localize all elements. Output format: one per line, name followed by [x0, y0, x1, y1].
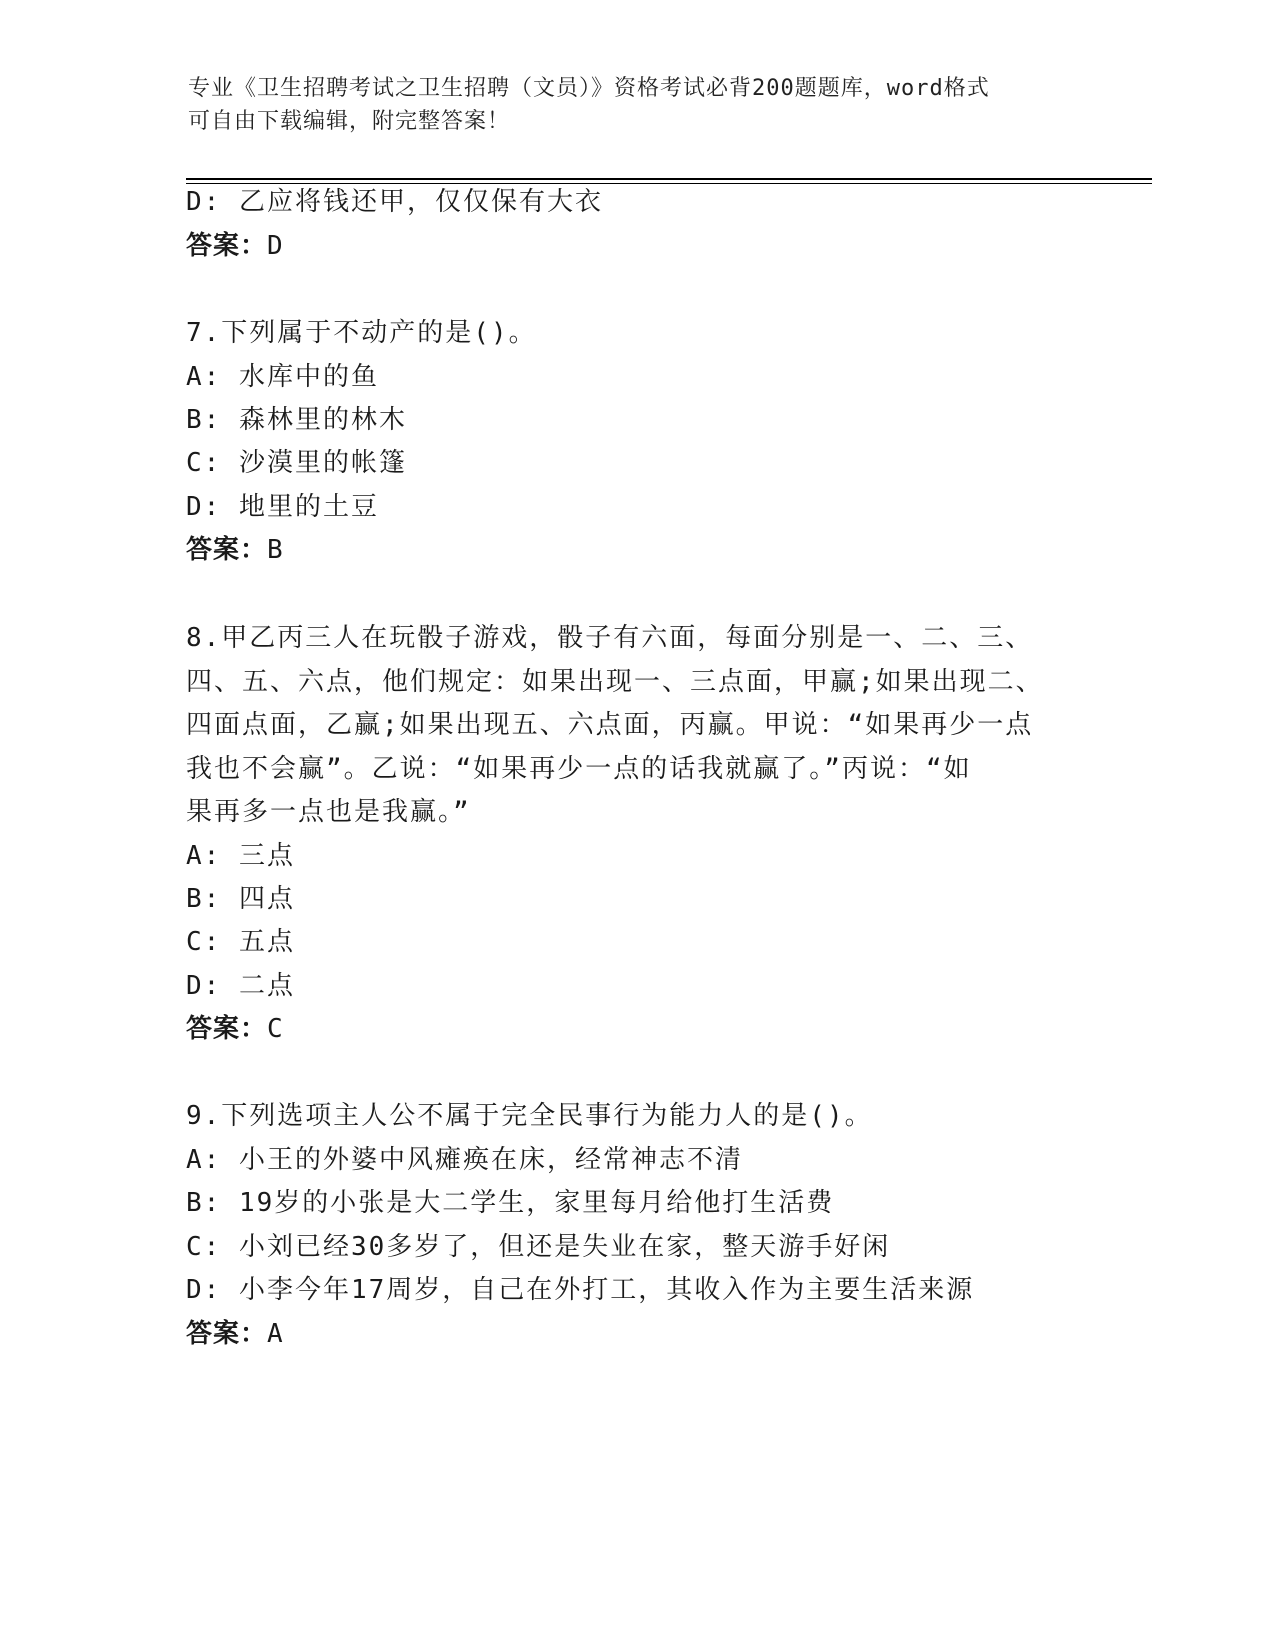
q7-answer	[186, 528, 284, 572]
q9-answer	[186, 1312, 284, 1356]
header-title-line-1: 专业《卫生招聘考试之卫生招聘（文员）》资格考试必背200题题库，word格式	[188, 76, 990, 101]
q8-answer-value: C	[267, 1014, 284, 1044]
q7-answer-label: 答案：	[186, 535, 268, 565]
q7-option-d: D: 地里的土豆	[186, 492, 379, 522]
q9-option-d: D: 小李今年17周岁，自己在外打工，其收入作为主要生活来源	[186, 1275, 975, 1305]
q9-stem: 9.下列选项主人公不属于完全民事行为能力人的是()。	[186, 1101, 873, 1131]
q9-option-a: A: 小王的外婆中风瘫痪在床，经常神志不清	[186, 1145, 743, 1175]
q7-answer-value: B	[267, 535, 284, 565]
q6-answer	[186, 224, 284, 268]
q6-answer-value: D	[267, 231, 284, 261]
q8-stem-line-3: 四面点面，乙赢;如果出现五、六点面，丙赢。甲说：“如果再少一点	[186, 710, 1034, 740]
q8-option-a: A: 三点	[186, 841, 295, 871]
q8-option-d: D: 二点	[186, 971, 295, 1001]
q8-answer-label: 答案：	[186, 1014, 268, 1044]
q9-option-b: B: 19岁的小张是大二学生，家里每月给他打生活费	[186, 1188, 835, 1218]
q7-option-c: C: 沙漠里的帐篷	[186, 448, 407, 478]
q8-stem-line-4: 我也不会赢”。乙说：“如果再少一点的话我就赢了。”丙说：“如	[186, 754, 972, 784]
q7-stem: 7.下列属于不动产的是()。	[186, 318, 537, 348]
q8-option-b: B: 四点	[186, 884, 295, 914]
q7-option-a: A: 水库中的鱼	[186, 362, 379, 392]
q9-answer-value: A	[267, 1319, 284, 1349]
q9-option-c: C: 小刘已经30多岁了，但还是失业在家，整天游手好闲	[186, 1232, 891, 1262]
header-title-line-2: 可自由下载编辑，附完整答案！	[188, 109, 511, 134]
q8-stem-line-5: 果再多一点也是我赢。”	[186, 797, 471, 827]
q9-answer-label: 答案：	[186, 1319, 268, 1349]
q8-option-c: C: 五点	[186, 927, 295, 957]
q8-answer	[186, 1007, 284, 1051]
q7-option-b: B: 森林里的林木	[186, 405, 407, 435]
q8-stem-line-2: 四、五、六点，他们规定：如果出现一、三点面，甲赢;如果出现二、	[186, 667, 1044, 697]
q8-stem-line-1: 8.甲乙丙三人在玩骰子游戏，骰子有六面，每面分别是一、二、三、	[186, 623, 1034, 653]
document-header	[188, 72, 1088, 138]
q6-answer-label: 答案：	[186, 231, 268, 261]
q6-option-d: D: 乙应将钱还甲，仅仅保有大衣	[186, 187, 603, 217]
